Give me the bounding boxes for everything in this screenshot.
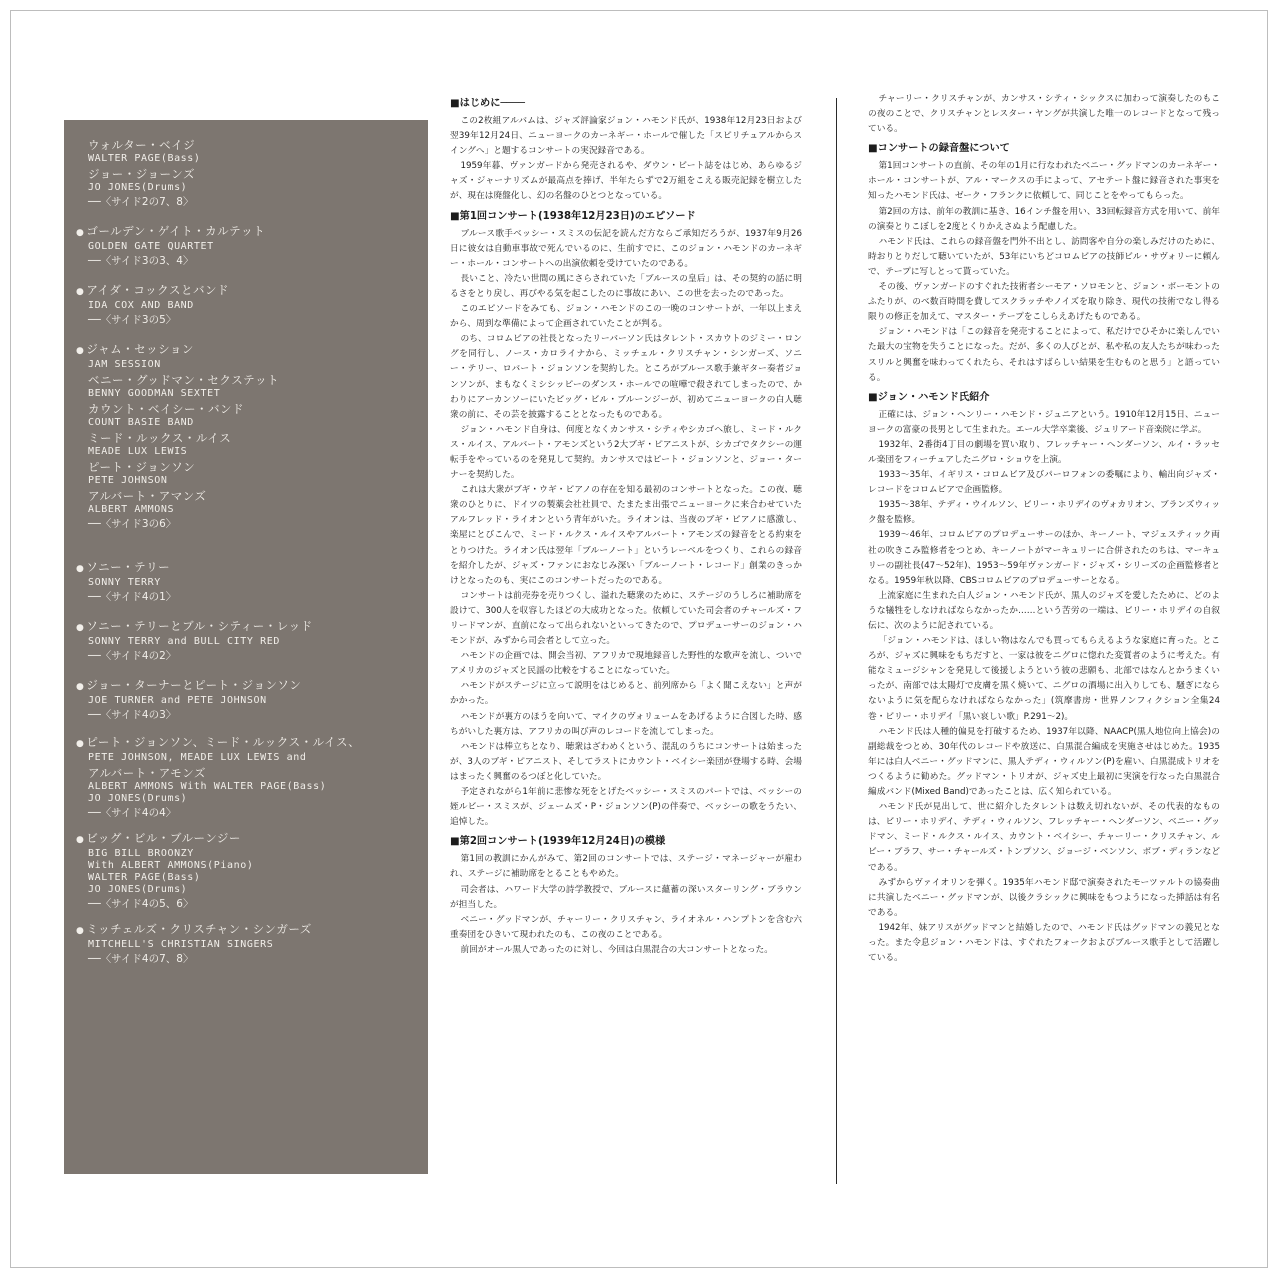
personnel-entry [76, 619, 416, 664]
paragraph: 予定されながら1年前に悲惨な死をとげたベッシー・スミスのパートでは、ベッシーの姪ルビー・スミスが、ジェームズ・P・ジョンソン(P)の伴奏で、ベッシーの歌をうたい、追悼した。 [450, 787, 802, 828]
artist-name-jp: カウント・ベイシー・バンド [88, 402, 244, 416]
artist-name-en: BENNY GOODMAN SEXTET [88, 388, 221, 399]
paragraph: のち、コロムビアの社長となったリーバーソン氏はタレント・スカウトのジミー・ロングを同行し、ノース・カロライナから、ミッチェル・クリスチャン・シンガーズ、ソニー・テリー、ロバート・ジョンソンを契約した。ところがブルース歌手兼ギター奏者ジョンソンが、まもなくミシシッピーのダンス・ホールでの喧嘩で殺されてしまったので、かわりにアーカンソーにいたビッグ・ビル・ブルーンジーが、初めてニューヨークの白人聴衆の前に、その芸を披露することとなったものである。 [450, 334, 802, 420]
artist-name-jp: ● ミッチェルズ・クリスチャン・シンガーズ [76, 922, 416, 939]
artist-name-en: JO JONES(Drums) [88, 793, 188, 804]
liner-notes-column-2 [868, 92, 1220, 1182]
personnel-entry [76, 342, 416, 371]
paragraph: 「ジョン・ハモンドは、ほしい物はなんでも買ってもらえるような家庭に育った。ところが、ジャズに興味をもちだすと、一家は彼をニグロに惚れた変質者のように考えた。有能なミュージシャンを発見して後援しようという彼の悲願も、北部ではなんとかうまくいったが、南部では太陽灯で皮膚を黒く焼いて、ニグロの酒場に出入りしても、騒ぎにならないように気を配らなければならなかった」(筑摩書房・世界ノンフィクション全集24巻・ビリー・ホリデイ「黒い哀しい歌」P.291〜2)。 [868, 636, 1220, 722]
paragraph: チャーリー・クリスチャンが、カンサス・シティ・シックスに加わって演奏したのもこの夜のことで、クリスチャンとレスター・ヤングが共演した唯一のレコードとなって残っている。 [868, 94, 1220, 135]
paragraph: ジョン・ハモンドは「この録音を発売することによって、私だけでひそかに楽しんでいた最大の宝物を失うことになった。だが、多くの人びとが、私や私の友人たちが味わったスリルと興奮を味わってくれたら、それはすばらしい結果を生むものと思う」と語っている。 [868, 327, 1220, 383]
personnel-entry [76, 922, 416, 967]
artist-name-jp: ベニー・グッドマン・セクステット [88, 373, 280, 387]
track-reference: ──〈サイド4の7、8〉 [88, 953, 194, 965]
personnel-entry [76, 431, 416, 458]
artist-name-jp: アルバート・アマンズ [88, 489, 207, 503]
artist-name-jp: ジョー・ジョーンズ [88, 167, 195, 181]
paragraph: 第1回コンサートの直前、その年の1月に行なわれたベニー・グッドマンのカーネギー・ホール・コンサートが、アル・マークスの手によって、アセテート盤に録音された事実を知ったハモンド氏は、ゼーク・フランクに依頼して、同じことをやってもらった。 [868, 161, 1220, 202]
paragraph: ベニー・グッドマンが、チャーリー・クリスチャン、ライオネル・ハンプトンを含む六重奏団をひきいて現われたのも、この夜のことである。 [450, 914, 802, 940]
artist-name-en: With ALBERT AMMONS(Piano) [88, 860, 254, 871]
track-reference: ──〈サイド3の3、4〉 [88, 255, 194, 267]
artist-name-en: ALBERT AMMONS With WALTER PAGE(Bass) [88, 781, 327, 792]
paragraph: このエピソードをみても、ジョン・ハモンドのこの一晩のコンサートが、一年以上まえから、周到な準備によって企画されていたことが判る。 [450, 304, 802, 330]
artist-name-en: BIG BILL BROONZY [88, 848, 194, 859]
artist-name-en: JO JONES(Drums) [88, 182, 188, 193]
paragraph: ハモンドの企画では、開会当初、アフリカで現地録音した野性的な歌声を流し、ついでアメリカのジャズと民謡の比較をすることになっていた。 [450, 651, 802, 677]
artist-name-en: ALBERT AMMONS [88, 504, 175, 515]
artist-name-jp: ミード・ルックス・ルイス [88, 431, 232, 445]
track-reference: ──〈サイド3の6〉 [88, 518, 177, 530]
track-reference: ──〈サイド3の5〉 [88, 314, 177, 326]
personnel-entry [76, 402, 416, 429]
artist-name-en: JOE TURNER and PETE JOHNSON [88, 695, 267, 706]
artist-name-en: WALTER PAGE(Bass) [88, 153, 201, 164]
paragraph: 1959年暮、ヴァンガードから発売されるや、ダウン・ビート誌をはじめ、あらゆるジャズ・ジャーナリズムが最高点を捧げ、半年たらずで2万組をこえる販売記録を樹立したが、現在は廃盤化し、幻の名盤のひとつとなっている。 [450, 161, 802, 202]
personnel-entry [76, 735, 416, 764]
artist-name-jp: ● ソニー・テリーとブル・シティー・レッド [76, 619, 416, 636]
personnel-entry [76, 831, 416, 912]
section-heading: ■コンサートの録音盤について [868, 143, 1010, 155]
paragraph: みずからヴァイオリンを弾く。1935年ハモンド邸で演奏されたモーツァルトの協奏曲に共演したベニー・グッドマンが、以後クラシックに興味をもつようになった挿話は有名である。 [868, 877, 1220, 918]
personnel-entry [76, 560, 416, 605]
personnel-entry [76, 766, 416, 821]
artist-name-en: WALTER PAGE(Bass) [88, 872, 201, 883]
personnel-entry [76, 489, 416, 532]
paragraph: 前回がオール黒人であったのに対し、今回は白黒混合の大コンサートとなった。 [460, 944, 773, 955]
personnel-panel [64, 120, 428, 1174]
artist-name-jp: ● ゴールデン・ゲイト・カルテット [76, 224, 416, 241]
paragraph: 1939〜46年、コロムビアのプロデューサーのほか、キーノート、マジェスティック両社の吹きこみ監修者をつとめ、キーノートがマーキュリーに合併されたのちは、マーキュリーの副社長(47〜52年)、1953〜59年ヴァンガード・ジャズ・シリーズの企画監修者となる。1959年秋以降、CBSコロムビアのプロデューサーとなる。 [868, 530, 1220, 586]
artist-name-jp: ● ジョー・ターナーとピート・ジョンソン [76, 678, 416, 695]
artist-name-en: MEADE LUX LEWIS [88, 446, 188, 457]
column-divider [836, 98, 837, 1184]
artist-name-en: MITCHELL'S CHRISTIAN SINGERS [88, 939, 274, 950]
artist-name-en: PETE JOHNSON [88, 475, 168, 486]
personnel-entry [76, 167, 416, 210]
section-heading: ■はじめに──── [450, 98, 525, 109]
paragraph: コンサートは前売券を売りつくし、溢れた聴衆のために、ステージのうしろに補助席を設けて、300人を収容したほどの大成功となった。依頼していた司会者のチャールズ・フリードマンが、直前になって出られないといってきたので、プロデューサーのジョン・ハモンドが、みずから司会者として立った。 [450, 590, 802, 647]
paragraph: 司会者は、ハワード大学の詩学教授で、ブルースに蘊蓄の深いスターリング・ブラウンが担当した。 [450, 884, 802, 910]
section-heading: ■第1回コンサート(1938年12月23日)のエピソード [450, 210, 696, 222]
paragraph: ハモンドがステージに立って説明をはじめると、前列席から「よく聞こえない」と声がかかった。 [450, 681, 802, 707]
artist-name-jp: ● ビッグ・ビル・ブルーンジー [76, 831, 416, 848]
paragraph: ブルース歌手ベッシー・スミスの伝記を読んだ方ならご承知だろうが、1937年9月26日に彼女は自動車事故で死んでいるのに、生前すでに、このジョン・ハモンドのカーネギー・ホール・コンサートへの出演依頼を受けていたのである。 [450, 228, 802, 269]
artist-name-en: SONNY TERRY [88, 577, 161, 588]
track-reference: ──〈サイド4の1〉 [88, 591, 177, 603]
artist-name-en: COUNT BASIE BAND [88, 417, 194, 428]
artist-name-en: PETE JOHNSON, MEADE LUX LEWIS and [88, 752, 307, 763]
section-heading: ■第2回コンサート(1939年12月24日)の模様 [450, 836, 666, 848]
paragraph: 上流家庭に生まれた白人ジョン・ハモンド氏が、黒人のジャズを愛したために、どのような犠牲をしなければならなかったか……という苦労の一端は、ビリー・ホリデイの自叙伝に、次のように記されている。 [868, 590, 1220, 631]
artist-name-en: JO JONES(Drums) [88, 884, 188, 895]
liner-notes-column-1 [450, 92, 802, 1182]
artist-name-en: IDA COX AND BAND [88, 300, 194, 311]
paragraph: ハモンド氏は、これらの録音盤を門外不出とし、訪問客や自分の楽しみだけのために、時おりとりだして聴いていたが、53年にいちどコロムビアの技師ビル・サヴォリーに頼んで、テープに写しとって貰っていた。 [868, 236, 1220, 277]
track-reference: ──〈サイド4の2〉 [88, 650, 177, 662]
track-reference: ──〈サイド4の4〉 [88, 807, 177, 819]
track-reference: ──〈サイド4の3〉 [88, 709, 177, 721]
paragraph: ハモンド氏は人種的偏見を打破するため、1937年以降、NAACP(黒人地位向上協会)の副総裁をつとめ、30年代のレコードや放送に、白黒混合編成を実施させはじめた。1935年には白人ベニー・グッドマンに、黒人テディ・ウィルソン(P)を雇い、白黒混成トリオをつくるように勧めた。グッドマン・トリオが、ジャズ史上最初に実演を行なった白黒混合編成バンド(Mixed Band)であったことは、広く知られている。 [868, 726, 1220, 798]
paragraph: ハモンド氏が見出して、世に紹介したタレントは数え切れないが、その代表的なものは、ビリー・ホリデイ、テディ・ウィルソン、フレッチャー・ヘンダーソン、ベニー・グッドマン、ミード・ルクス・ルイス、カウント・ベイシー、チャーリー・クリスチャン、ルビー・ブラフ、サー・チャールズ・トンプソン、ジョージ・ベンソン、ボブ・ディランなどである。 [868, 802, 1220, 873]
paragraph: 1932年、2番街4丁目の劇場を買い取り、フレッチャー・ヘンダーソン、ルイ・ラッセル楽団をフィーチュアしたニグロ・ショウを上演。 [868, 439, 1220, 465]
track-reference: ──〈サイド4の5、6〉 [88, 898, 194, 910]
paragraph: 第2回の方は、前年の教訓に基き、16インチ盤を用い、33回転録音方式を用いて、前年の演奏とりこぼしを2度とくりかえさぬよう配慮した。 [868, 206, 1220, 232]
artist-name-jp: ● ピート・ジョンソン、ミード・ルックス・ルイス、 [76, 735, 416, 752]
artist-name-en: GOLDEN GATE QUARTET [88, 241, 214, 252]
paragraph: 1933〜35年、イギリス・コロムビア及びパーロフォンの委嘱により、輸出向ジャズ・レコードをコロムビアで企画監修。 [868, 470, 1220, 496]
paragraph: 第1回の教訓にかんがみて、第2回のコンサートでは、ステージ・マネージャーが雇われ、ステージに補助席をとることもやめた。 [450, 854, 802, 880]
artist-name-en: JAM SESSION [88, 359, 161, 370]
paragraph: これは大衆がブギ・ウギ・ピアノの存在を知る最初のコンサートとなった。この夜、聴衆のひとりに、ドイツの製薬会社社員で、たまたま出張でニューヨークに来合わせていたアルフレッド・ライオンという青年がいた。ライオンは、当夜のブギ・ピアノに感激し、楽屋にとびこんで、ミード・ルクス・ルイスやアルバート・アモンズの録音をとる約束をとりつけた。ライオン氏は翌年「ブルーノート」というレーベルをつくり、これらの録音を紹介したが、ジャズ・ファンにおなじみ深い「ブルーノート・レコード」創業のきっかけとなったのも、実にこのコンサートだったのである。 [450, 485, 802, 586]
artist-name-en: SONNY TERRY and BULL CITY RED [88, 636, 280, 647]
artist-name-jp: ピート・ジョンソン [88, 460, 196, 474]
personnel-entry [76, 373, 416, 400]
personnel-entry [76, 283, 416, 328]
artist-name-jp: アルバート・アモンズ [88, 766, 206, 780]
artist-name-jp: ● ジャム・セッション [76, 342, 416, 359]
paragraph: 正確には、ジョン・ヘンリー・ハモンド・ジュニアという。1910年12月15日、ニューヨークの富豪の長男として生まれた。エール大学卒業後、ジュリアード音楽院に学ぶ。 [868, 409, 1220, 435]
personnel-entry [76, 460, 416, 487]
paragraph: ハモンドは棒立ちとなり、聴衆はざわめくという、混乱のうちにコンサートは始まったが、3人のブギ・ピアニスト、そしてラストにカウント・ベイシー楽団が登場する時、会場はまったく興奮のるつぼと化していた。 [450, 741, 802, 782]
paragraph: その後、ヴァンガードのすぐれた技術者シーモア・ソロモンと、ジョン・ボーモントのふたりが、のべ数百時間を費してスクラッチやノイズを取り除き、現代の技術でなし得る限りの修正を加えて、マスター・テープをこしらえあげたものである。 [868, 282, 1220, 323]
section-heading: ■ジョン・ハモンド氏紹介 [868, 391, 990, 403]
paragraph: ジョン・ハモンド自身は、何度となくカンサス・シティやシカゴへ旅し、ミード・ルクス・ルイス、アルバート・アモンズという2大ブギ・ピアニストが、シカゴでタクシーの運転手をやっているのを発見して契約。カンサスではピート・ジョンソンと、ジョー・ターナーを契約した。 [450, 424, 802, 481]
personnel-entry [76, 138, 416, 165]
artist-name-jp: ● ソニー・テリー [76, 560, 416, 577]
paragraph: 1935〜38年、テディ・ウイルソン、ビリー・ホリデイのヴォカリオン、ブランズウィック盤を監修。 [868, 500, 1220, 526]
artist-name-jp: ウォルター・ベイジ [88, 138, 196, 152]
track-reference: ──〈サイド2の7、8〉 [88, 196, 194, 208]
personnel-entry [76, 678, 416, 723]
artist-name-jp: ● アイダ・コックスとバンド [76, 283, 416, 300]
paragraph: この2枚組アルバムは、ジャズ評論家ジョン・ハモンド氏が、1938年12月23日および翌39年12月24日、ニューヨークのカーネギー・ホールで催した「スピリチュアルからスイングへ」と題するコンサートの実況録音である。 [450, 116, 802, 157]
personnel-entry [76, 224, 416, 269]
paragraph: ハモンドが裏方のほうを向いて、マイクのヴォリュームをあげるように合図した時、感ちがいした裏方は、アフリカの叫び声のレコードを流してしまった。 [450, 711, 802, 737]
paragraph: 1942年、妹アリスがグッドマンと結婚したので、ハモンド氏はグッドマンの義兄となった。また令息ジョン・ハモンドは、すぐれたフォークおよびブルース歌手として活躍している。 [868, 922, 1220, 964]
paragraph: 長いこと、冷たい世間の風にさらされていた「ブルースの皇后」は、その契約の話に明るさをとり戻し、再びやる気を起こしたのに事故にあい、この世を去ったのであった。 [450, 273, 802, 299]
